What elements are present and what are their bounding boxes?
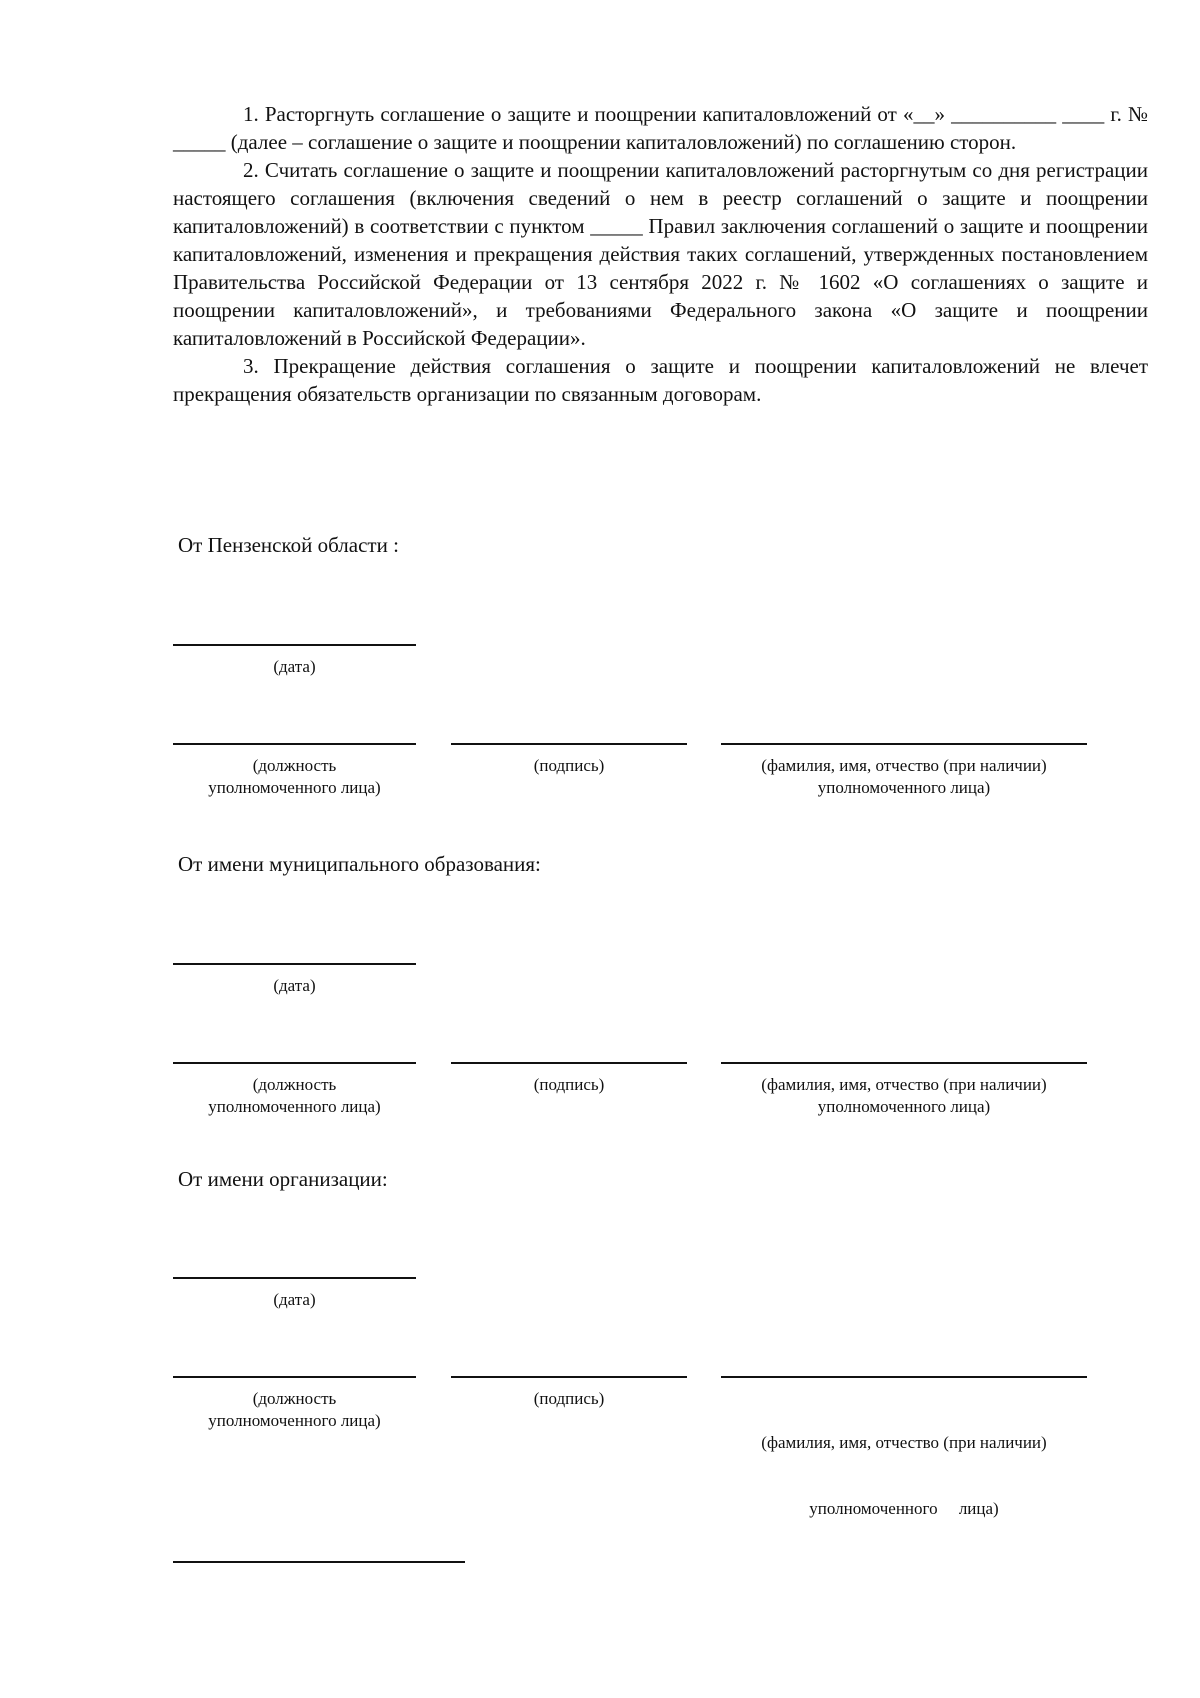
position-caption xyxy=(173,1388,416,1432)
name-caption-line-2: уполномоченного лица) xyxy=(817,778,991,797)
signature-caption: (подпись) xyxy=(533,756,605,775)
date-caption: (дата) xyxy=(273,1290,316,1309)
name-caption-line-1: (фамилия, имя, отчество (при наличии) xyxy=(761,1075,1047,1094)
position-caption-line-2: уполномоченного лица) xyxy=(208,1097,381,1116)
date-line xyxy=(173,1277,416,1279)
clause-1: 1. Расторгнуть соглашение о защите и поощрении капиталовложений от «__» __________ ____ г. № _____ (далее – соглашение о защите и поощрении капиталовложений) по соглашению сторон. xyxy=(173,102,1148,154)
clause-2: 2. Считать соглашение о защите и поощрении капиталовложений расторгнутым со дня регистрации настоящего соглашения (включения сведений о нем в реестр соглашений о защите и поощрении капиталовложений) в соответствии с пунктом _____ Правил заключения соглашений о защите и поощрении капиталовложений, изменения и прекращения действия таких соглашений, утвержденных постановлением Правительства Российской Федерации от 13 сентября 2022 г. № 1602 «О соглашениях о защите и поощрении капиталовложений», и требованиями Федерального закона «О защите и поощрении капиталовложений в Российской Федерации». xyxy=(173,158,1148,350)
name-line xyxy=(721,743,1087,745)
position-caption-line-2: уполномоченного лица) xyxy=(208,778,381,797)
name-caption-line-1: (фамилия, имя, отчество (при наличии) xyxy=(761,1433,1047,1452)
signature-caption: (подпись) xyxy=(533,1075,605,1094)
name-caption-line-2: уполномоченного лица) xyxy=(817,1097,991,1116)
position-caption-line-1: (должность xyxy=(252,756,337,775)
position-caption-line-2: уполномоченного лица) xyxy=(208,1411,381,1430)
position-line xyxy=(173,743,416,745)
position-caption xyxy=(173,1074,416,1118)
name-caption-line-1: (фамилия, имя, отчество (при наличии) xyxy=(761,756,1047,775)
name-line xyxy=(721,1376,1087,1378)
agreement-clauses xyxy=(173,100,1148,408)
party-title-municipality: От имени муниципального образования: xyxy=(178,852,541,876)
name-caption xyxy=(721,1388,1087,1564)
name-caption-line-2: уполномоченного лица) xyxy=(809,1499,999,1518)
date-line xyxy=(173,644,416,646)
party-title-region: От Пензенской области : xyxy=(178,533,399,557)
signature-line xyxy=(451,1376,687,1378)
name-line xyxy=(721,1062,1087,1064)
date-caption: (дата) xyxy=(273,976,316,995)
signature-line xyxy=(451,1062,687,1064)
position-line xyxy=(173,1376,416,1378)
clause-3: 3. Прекращение действия соглашения о защите и поощрении капиталовложений не влечет прекращения обязательств организации по связанным договорам. xyxy=(173,354,1148,406)
signature-caption: (подпись) xyxy=(533,1389,605,1408)
name-caption xyxy=(721,755,1087,799)
position-caption-line-1: (должность xyxy=(252,1389,337,1408)
party-title-organization: От имени организации: xyxy=(178,1167,388,1191)
date-line xyxy=(173,963,416,965)
name-caption xyxy=(721,1074,1087,1118)
position-caption xyxy=(173,755,416,799)
footnote-separator xyxy=(173,1561,465,1563)
position-line xyxy=(173,1062,416,1064)
signature-line xyxy=(451,743,687,745)
date-caption: (дата) xyxy=(273,657,316,676)
position-caption-line-1: (должность xyxy=(252,1075,337,1094)
